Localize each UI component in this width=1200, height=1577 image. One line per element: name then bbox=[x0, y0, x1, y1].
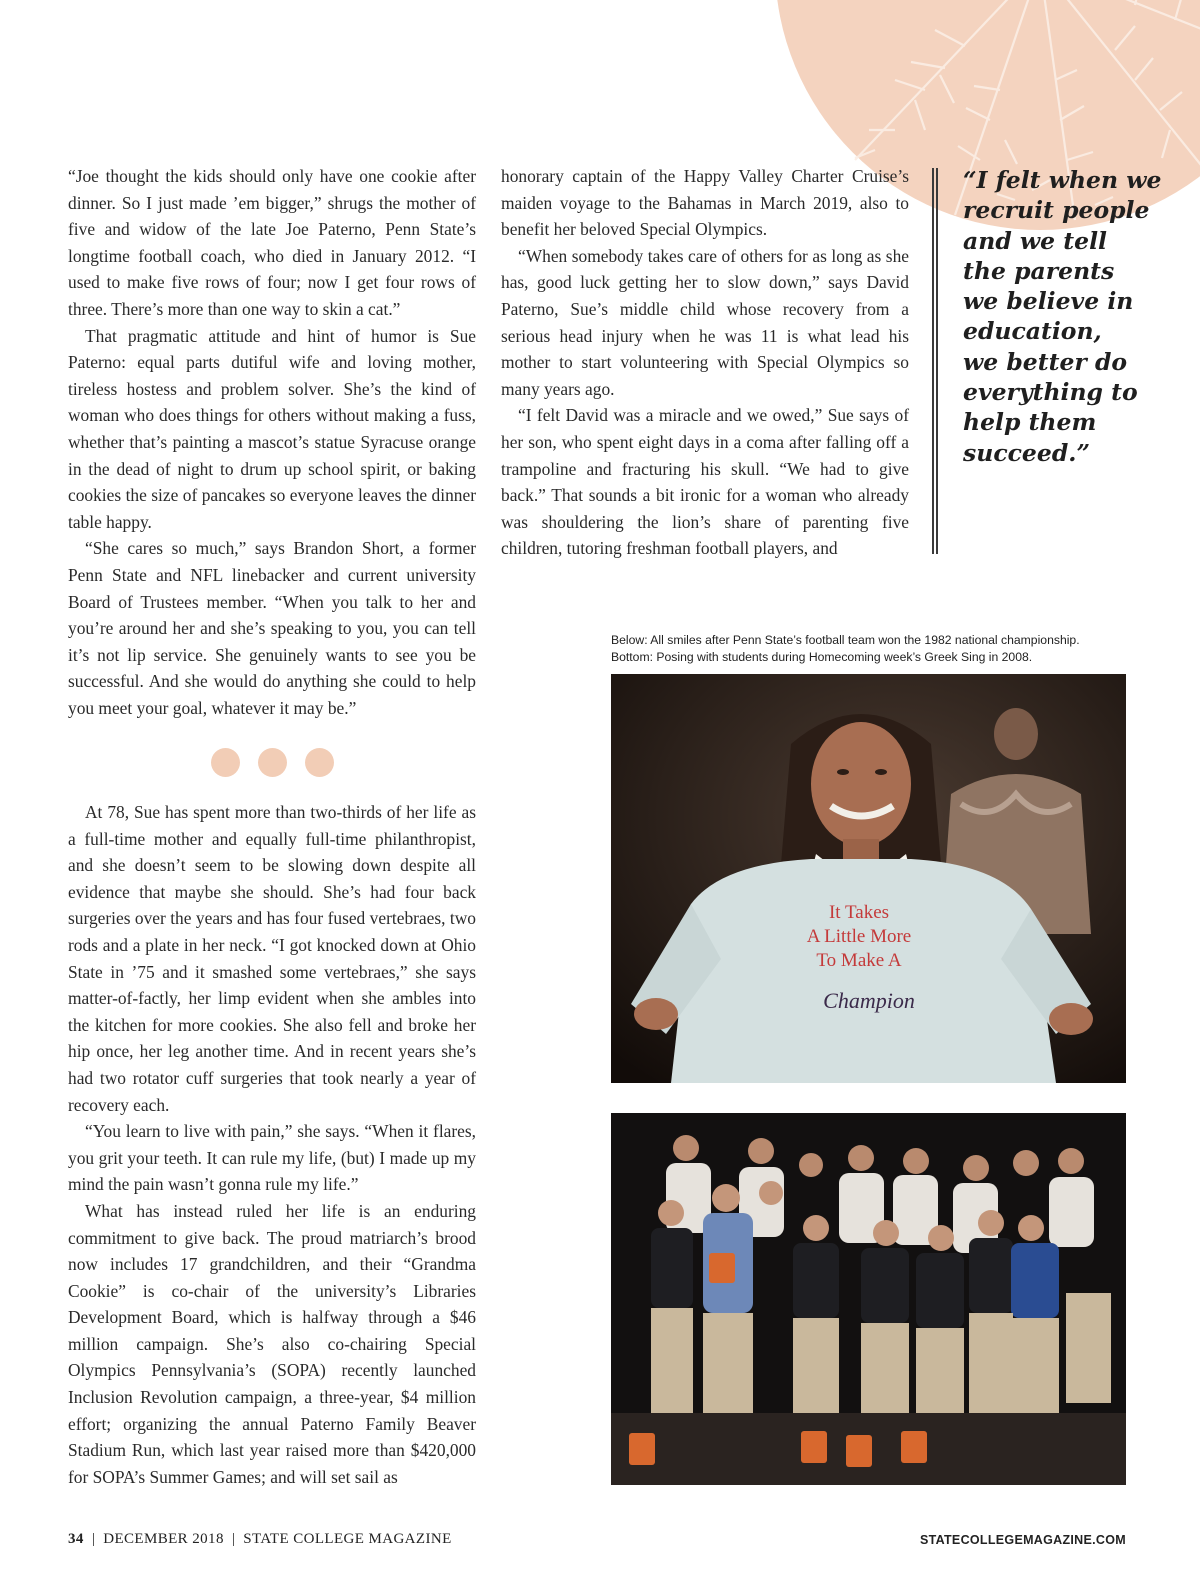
article-paragraph: honorary captain of the Happy Valley Charter Cruise’s maiden voyage to the Bahamas in March 2019, also to benefit her beloved Special Olympics. bbox=[501, 166, 909, 240]
shirt-print-line: A Little More bbox=[806, 926, 912, 947]
photo-illustration bbox=[611, 674, 1126, 1083]
shirt-print-line: It Takes bbox=[828, 902, 890, 923]
magazine-name: STATE COLLEGE MAGAZINE bbox=[243, 1531, 452, 1547]
article-column-left-bottom bbox=[68, 799, 476, 1490]
issue-date: DECEMBER 2018 bbox=[103, 1531, 224, 1547]
article-paragraph: “You learn to live with pain,” she says. “When it flares, you grit your teeth. It can rule my life, (but) I made up my mind the pain wasn’t gonna rule my life.” bbox=[68, 1121, 476, 1195]
divider-dot bbox=[305, 748, 334, 777]
footer-separator: | bbox=[231, 1531, 236, 1547]
divider-dot bbox=[211, 748, 240, 777]
shirt-print-champion: Champion bbox=[823, 988, 915, 1013]
article-column-left-top bbox=[68, 163, 476, 721]
article-paragraph: “I felt David was a miracle and we owed,” Sue says of her son, who spent eight days in a coma after falling off a trampoline and fracturing his skull. “We had to give back.” That sounds a bit ironic for a woman who already was shouldering the lion’s share of parenting five children, tutoring freshman football players, and bbox=[501, 405, 909, 559]
shirt-print-line: To Make A bbox=[816, 950, 902, 971]
pull-quote-rule bbox=[936, 168, 938, 554]
article-paragraph: What has instead ruled her life is an enduring commitment to give back. The proud matriarch’s brood now includes 17 grandchildren, and their “Grandma Cookie” is co-chair of the university’s Libraries Development Board, which is halfway through a $46 million campaign. She’s also co-chairing Special Olympics Pennsylvania’s (SOPA) recently launched Inclusion Revolution campaign, a three-year, $4 million effort; organizing the annual Paterno Family Beaver Stadium Run, which last year raised more than $420,000 for SOPA’s Summer Games; and will set sail as bbox=[68, 1200, 476, 1487]
footer-separator: | bbox=[91, 1531, 96, 1547]
article-paragraph: “She cares so much,” says Brandon Short, a former Penn State and NFL linebacker and current university Board of Trustees member. “When you talk to her and you’re around her and she’s speaking to you, you can tell it’s not lip service. She genuinely wants to see you be successful. And she would do anything she could to help you meet your goal, whatever it may be.” bbox=[68, 538, 476, 718]
section-divider-dots bbox=[211, 748, 336, 778]
divider-dot bbox=[258, 748, 287, 777]
caption-line-below: Below: All smiles after Penn State’s football team won the 1982 national championship. bbox=[611, 633, 1080, 647]
photo-caption bbox=[611, 632, 1131, 666]
article-column-middle bbox=[501, 163, 909, 562]
footer-website: STATECOLLEGEMAGAZINE.COM bbox=[919, 1533, 1126, 1547]
article-paragraph: That pragmatic attitude and hint of humor is Sue Paterno: equal parts dutiful wife and loving mother, tireless hostess and problem solver. She’s the kind of woman who does things for others without making a fuss, whether that’s painting a mascot’s statue Syracuse orange in the dead of night to drum up school spirit, or baking cookies the size of pancakes so everyone leaves the dinner table happy. bbox=[68, 325, 476, 532]
caption-line-bottom: Bottom: Posing with students during Homecoming week’s Greek Sing in 2008. bbox=[611, 650, 1033, 664]
footer-folio bbox=[68, 1531, 452, 1548]
page-number: 34 bbox=[68, 1531, 84, 1547]
photo-greek-sing-group bbox=[611, 1113, 1126, 1485]
photo-championship-sweatshirt bbox=[611, 674, 1126, 1083]
photo-illustration bbox=[611, 1113, 1126, 1485]
article-paragraph: At 78, Sue has spent more than two-thirds of her life as a full-time mother and equally full-time philanthropist, and she doesn’t seem to be slowing down despite all evidence that maybe she should. She’s had four back surgeries over the years and has four fused vertebraes, two rods and a plate in her neck. “I got knocked down at Ohio State in ’75 and it smashed some vertebraes,” she says matter-of-factly, her limp evident when she ambles into the kitchen for more cookies. She also fell and broke her hip once, her leg another time. And in recent years she’s had two rotator cuff surgeries that took nearly a year of recovery each. bbox=[68, 802, 476, 1115]
pull-quote-rule bbox=[932, 168, 934, 554]
article-paragraph: “When somebody takes care of others for as long as she has, good luck getting her to slow down,” says David Paterno, Sue’s middle child whose recovery from a serious head injury when he was 11 is what lead his mother to start volunteering with Special Olympics so many years ago. bbox=[501, 245, 909, 399]
pull-quote: “I felt when we recruit people and we tell the parents we believe in education, we better do everything to help them succeed.” bbox=[963, 166, 1162, 467]
article-paragraph: “Joe thought the kids should only have one cookie after dinner. So I just made ’em bigger,” shrugs the mother of five and widow of the late Joe Paterno, Penn State’s longtime football coach, who died in January 2012. “I used to make five rows of four; now I get four rows of three. There’s more than one way to skin a cat.” bbox=[68, 166, 476, 319]
